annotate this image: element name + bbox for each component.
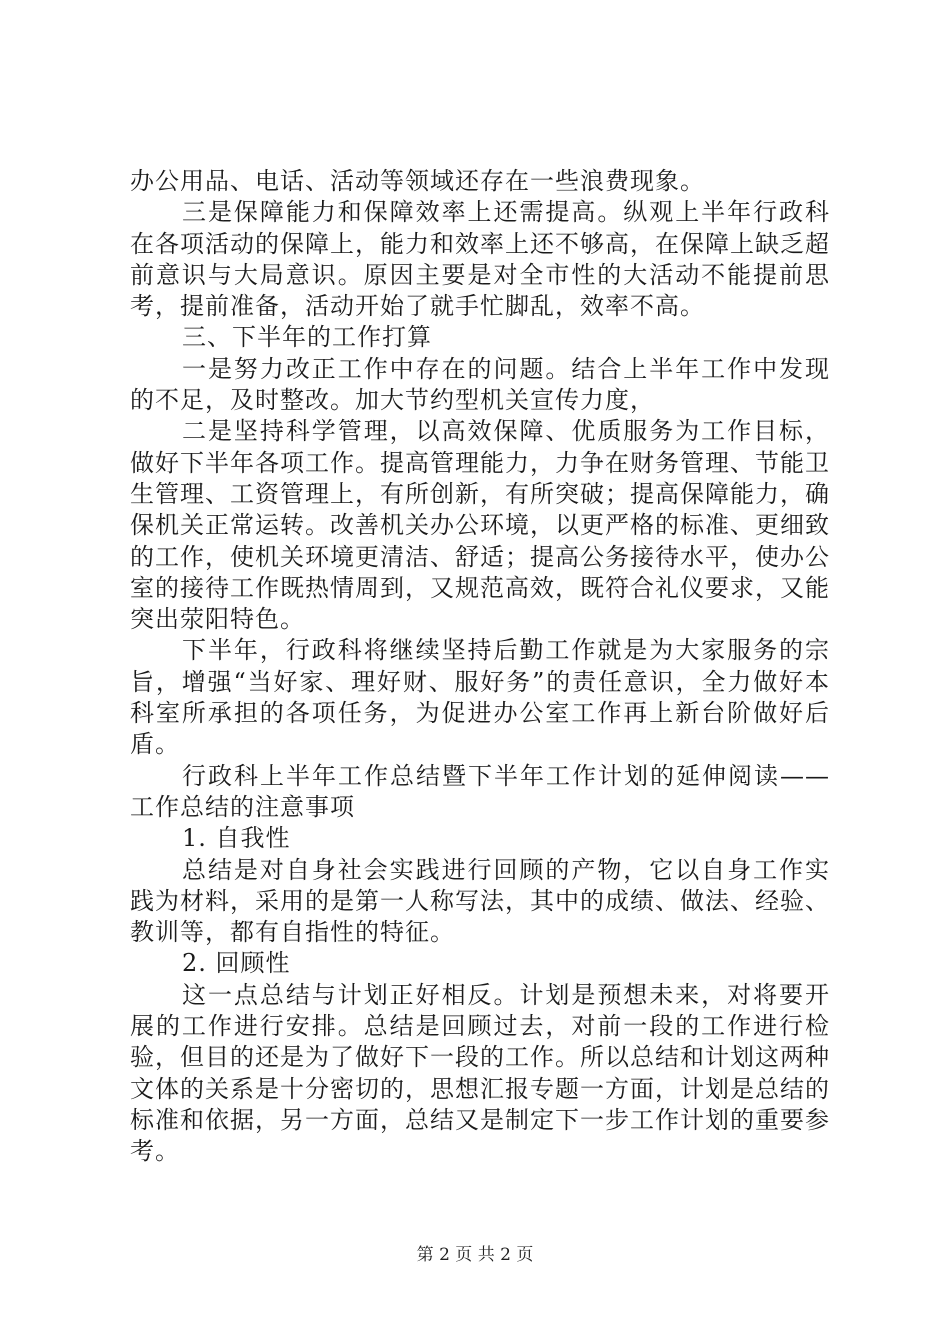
subheading-self: 1. 自我性	[182, 824, 291, 853]
paragraph-review: 这一点总结与计划正好相反。计划是预想未来，对将要开展的工作进行安排。总结是回顾过去，对前一段的工作进行检验，但目的还是为了做好下一段的工作。所以总结和计划这两种文体的关系是十分密切的，思想汇报专题一方面，计划是总结的标准和依据，另一方面，总结又是制定下一步工作计划的重要参考。	[130, 980, 830, 1166]
paragraph-plan-one: 一是努力改正工作中存在的问题。结合上半年工作中发现的不足，及时整改。加大节约型机关宣传力度，	[130, 354, 830, 415]
extended-reading-title: 行政科上半年工作总结暨下半年工作计划的延伸阅读——工作总结的注意事项	[130, 761, 830, 821]
section-heading-plan: 三、下半年的工作打算	[182, 323, 432, 352]
page-footer: 第 2 页 共 2 页	[416, 1245, 534, 1265]
paragraph-second-half: 下半年，行政科将继续坚持后勤工作就是为大家服务的宗旨，增强“当好家、理好财、服好务”的责任意识，全力做好本科室所承担的各项任务，为促进办公室工作再上新台阶做好后盾。	[130, 636, 830, 759]
paragraph-point-three: 三是保障能力和保障效率上还需提高。纵观上半年行政科在各项活动的保障上，能力和效率上还不够高，在保障上缺乏超前意识与大局意识。原因主要是对全市性的大活动不能提前思考，提前准备，活动开始了就手忙脚乱，效率不高。	[130, 198, 830, 321]
paragraph-self: 总结是对自身社会实践进行回顾的产物，它以自身工作实践为材料，采用的是第一人称写法，其中的成绩、做法、经验、教训等，都有自指性的特征。	[130, 855, 830, 947]
paragraph-continuation: 办公用品、电话、活动等领域还存在一些浪费现象。	[130, 167, 705, 195]
paragraph-plan-two: 二是坚持科学管理，以高效保障、优质服务为工作目标，做好下半年各项工作。提高管理能力，力争在财务管理、节能卫生管理、工资管理上，有所创新，有所突破；提高保障能力，确保机关正常运转。改善机关办公环境，以更严格的标准、更细致的工作，使机关环境更清洁、舒适；提高公务接待水平，使办公室的接待工作既热情周到，又规范高效，既符合礼仪要求，又能突出荥阳特色。	[130, 417, 830, 634]
document-body	[130, 166, 830, 1168]
subheading-review: 2. 回顾性	[182, 949, 291, 978]
